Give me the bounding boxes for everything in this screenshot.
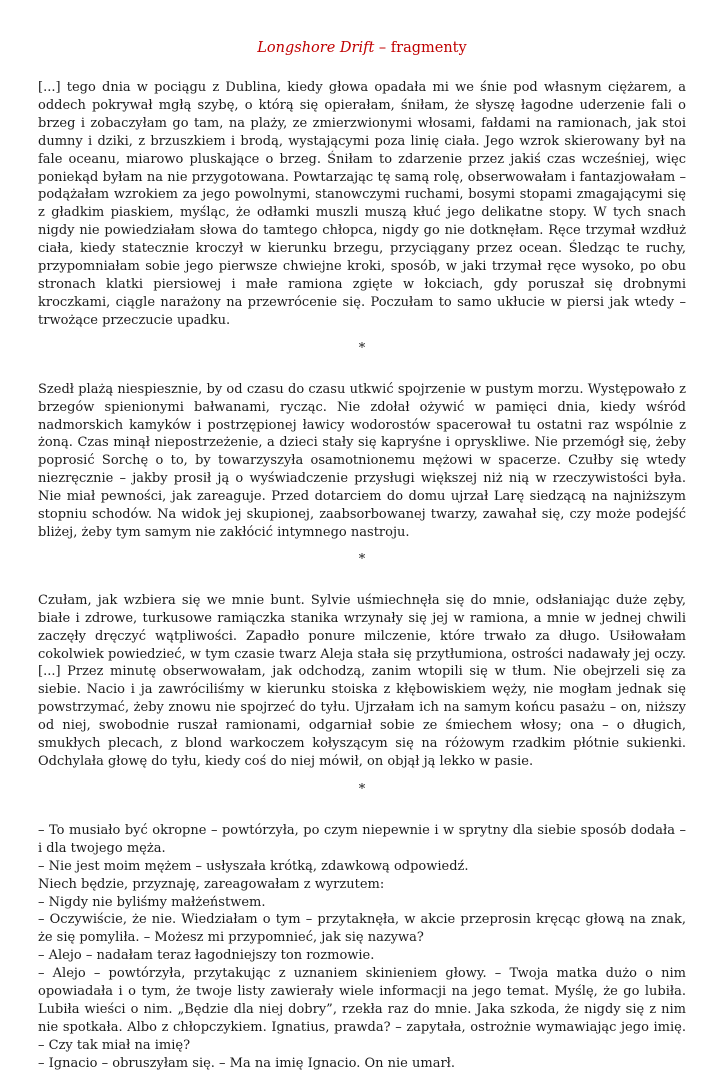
dialogue-line: – Nigdy nie byliśmy małżeństwem. <box>38 894 266 910</box>
paragraph-2: Szedł plażą niespiesznie, by od czasu do czasu utkwić spojrzenie w pustym morzu. Występowało z brzegów spienionymi bałwanami, rycząc. Nie zdołał ożywić w pamięci dnia, kiedy wśród nadmorskich kamyków i postrzępionej ławicy wodorostów spacerował tu ostatni raz wspólnie z żoną. Czas minął niepostrzeżenie, a dzieci stały się kapryśne i opryskliwe. Nie przemógł się, żeby poprosić Sorchę o to, by towarzyszyła osamotnionemu mężowi w spacerze. Czułby się wtedy niezręcznie – jakby prosił ją o wyświadczenie przysługi większej niż nią w rzeczywistości była. Nie miał pewności, jak zareaguje. Przed dotarciem do domu ujrzał Larę siedzącą na najniższym stopniu schodów. Na widok jej skupionej, zaabsorbowanej twarzy, zawahał się, czy może podejść bliżej, żeby tym samym nie zakłócić intymnego nastroju. <box>38 381 686 540</box>
dialogue-line: – Ignacio – obruszyłam się. – Ma na imię Ignacio. On nie umarł. <box>38 1055 456 1071</box>
document-page <box>38 0 686 1073</box>
dialogue-section <box>38 822 686 1073</box>
dialogue-line: – To musiało być okropne – powtórzyła, po czym niepewnie i w sprytny dla siebie sposób dodała – i dla twojego męża. <box>38 822 686 856</box>
separator-3: * <box>358 781 366 797</box>
paragraph-3: Czułam, jak wzbiera się we mnie bunt. Sylvie uśmiechnęła się do mnie, odsłaniając duże zęby, białe i zdrowe, turkusowe ramiączka stanika wrzynały się jej w ramiona, a mnie w jednej chwili zaczęły dręczyć wątpliwości. Zapadło ponure milczenie, które trwało za długo. Usiłowałam cokolwiek powiedzieć, w tym czasie twarz Aleja stała się przytłumiona, ostrości nadawały jej oczy. [...] Przez minutę obserwowałam, jak odchodzą, zanim wtopili się w tłum. Nie obejrzeli się za siebie. Nacio i ja zawróciliśmy w kierunku stoiska z kłębowiskiem węży, nie mogłam jednak się powstrzymać, żeby znowu nie spojrzeć do tyłu. Ujrzałam ich na samym końcu pasażu – on, niższy od niej, swobodnie ruszał ramionami, odgarniał sobie ze śmiechem włosy; ona – o długich, smukłych plecach, z blond warkoczem kołyszącym się na różowym rzadkim płótnie sukienki. Odchylała głowę do tyłu, kiedy coś do niej mówił, on objął ją lekko w pasie. <box>38 592 686 769</box>
separator-2: * <box>358 551 366 567</box>
dialogue-line: – Alejo – powtórzyła, przytakując z uznaniem skinieniem głowy. – Twoja matka dużo o nim opowiadała i o tym, że twoje listy zawierały wiele informacji na jego temat. Myślę, że go lubiła. Lubiła wieści o nim. „Będzie dla niej dobry”, rzekła raz do mnie. Jaka szkoda, że nigdy się z nim nie spotkała. Albo z chłopczykiem. Ignatius, prawda? – zapytała, ostrożnie wymawiając jego imię. – Czy tak miał na imię? <box>38 966 686 1053</box>
document-title <box>38 39 686 57</box>
dialogue-line: Niech będzie, przyznaję, zareagowałam z wyrzutem: <box>38 876 385 892</box>
separator-1: * <box>358 340 366 356</box>
dialogue-line: – Oczywiście, że nie. Wiedziałam o tym – przytaknęła, w akcie przeprosin kręcąc głową na znak, że się pomyliła. – Możesz mi przypomnieć, jak się nazywa? <box>38 912 686 946</box>
paragraph-1: [...] tego dnia w pociągu z Dublina, kiedy głowa opadała mi we śnie pod własnym ciężarem, a oddech pokrywał mgłą szybę, o którą się opierałam, śniłam, że słyszę łagodne uderzenie fali o brzeg i zobaczyłam go tam, na plaży, ze zmierzwionymi włosami, fałdami na ramionach, jak stoi dumny i dziki, z brzuszkiem i brodą, wystającymi poza linię ciała. Jego wzrok skierowany był na fale oceanu, miarowo pluskające o brzeg. Śniłam to zdarzenie przez jakiś czas wcześniej, więc poniekąd byłam na nie przygotowana. Powtarzając tę samą rolę, obserwowałam i fantazjowałam – podążałam wzrokiem za jego powolnymi, stanowczymi ruchami, bosymi stopami zmagającymi się z gładkim piaskiem, myśląc, że odłamki muszli muszą kłuć jego delikatne stopy. W tych snach nigdy nie powiedziałam słowa do tamtego chłopca, nigdy go nie dotknęłam. Ręce trzymał wzdłuż ciała, kiedy statecznie kroczył w kierunku brzegu, przyciągany przez ocean. Śledząc te ruchy, przypomniałam sobie jego pierwsze chwiejne kroki, sposób, w jaki trzymał ręce wysoko, po obu stronach klatki piersiowej i małe ramiona zgięte w łokciach, gdy poruszał się drobnymi kroczkami, ciągle narażony na przewrócenie się. Poczułam to samo ukłucie w piersi jak wtedy – trwożące przeczucie upadku. <box>38 80 686 328</box>
dialogue-line: – Nie jest moim mężem – usłyszała krótką, zdawkową odpowiedź. <box>38 858 469 874</box>
title-italic: Longshore Drift <box>257 40 375 56</box>
title-rest: – fragmenty <box>374 40 467 56</box>
dialogue-line: – Alejo – nadałam teraz łagodniejszy ton rozmowie. <box>38 948 375 964</box>
